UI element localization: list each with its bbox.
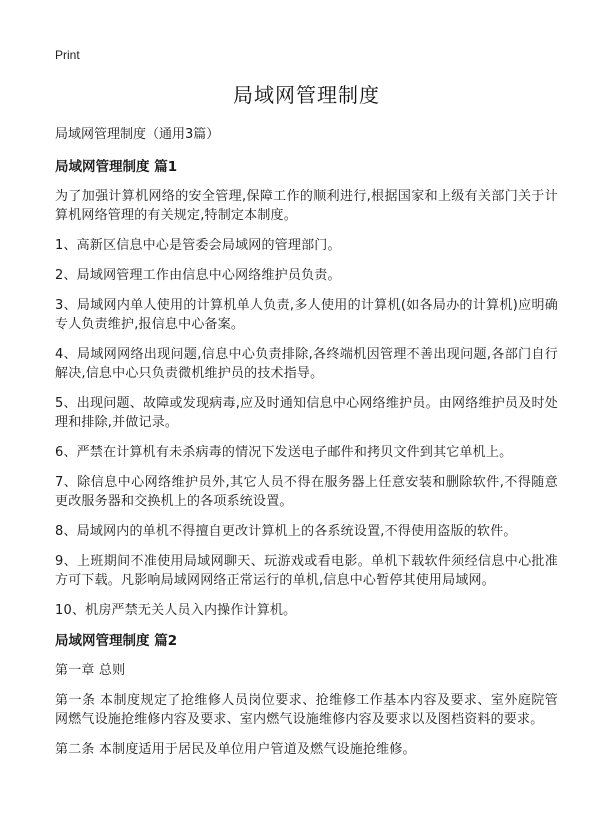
- document-subtitle: 局域网管理制度（通用3篇）: [55, 127, 220, 142]
- paragraph: 6、严禁在计算机有未杀病毒的情况下发送电子邮件和拷贝文件到其它单机上。: [55, 445, 513, 460]
- paragraph: 第二条 本制度适用于居民及单位用户管道及燃气设施抢维修。: [55, 742, 416, 757]
- document-title: 局域网管理制度: [233, 83, 380, 107]
- paragraph: 7、除信息中心网络维护员外,其它人员不得在服务器上任意安装和删除软件,不得随意更改服务器和交换机上的各项系统设置。: [55, 475, 558, 509]
- paragraph: 2、局域网管理工作由信息中心网络维护员负责。: [55, 268, 341, 283]
- paragraph: 第一条 本制度规定了抢维修人员岗位要求、抢维修工作基本内容及要求、室外庭院管网燃气设施抢维修内容及要求、室内燃气设施维修内容及要求以及图档资料的要求。: [55, 693, 558, 727]
- paragraph: 5、出现问题、故障或发现病毒,应及时通知信息中心网络维护员。由网络维护员及时处理和排除,并做记录。: [55, 396, 558, 430]
- section-heading: 局域网管理制度 篇1: [55, 159, 178, 175]
- paragraph: 4、局域网网络出现问题,信息中心负责排除,各终端机因管理不善出现问题,各部门自行解决,信息中心只负责微机维护员的技术指导。: [55, 347, 558, 381]
- paragraph: 1、高新区信息中心是管委会局域网的管理部门。: [55, 238, 341, 253]
- paragraph: 为了加强计算机网络的安全管理,保障工作的顺利进行,根据国家和上级有关部门关于计算机网络管理的有关规定,特制定本制度。: [55, 189, 558, 223]
- paragraph: 3、局域网内单人使用的计算机单人负责,多人使用的计算机(如各局办的计算机)应明确专人负责维护,报信息中心备案。: [55, 298, 558, 332]
- paragraph: 8、局域网内的单机不得擅自更改计算机上的各系统设置,不得使用盗版的软件。: [55, 524, 517, 539]
- paragraph: 10、机房严禁无关人员入内操作计算机。: [55, 603, 297, 618]
- print-link[interactable]: Print: [55, 48, 80, 62]
- section-2: [55, 631, 558, 759]
- section-heading: 局域网管理制度 篇2: [55, 633, 178, 649]
- paragraph: 9、上班期间不准使用局域网聊天、玩游戏或看电影。单机下载软件须经信息中心批准方可下载。凡影响局域网网络正常运行的单机,信息中心暂停其使用局域网。: [55, 554, 558, 588]
- paragraph: 第一章 总则: [55, 663, 126, 678]
- section-1: [55, 157, 558, 620]
